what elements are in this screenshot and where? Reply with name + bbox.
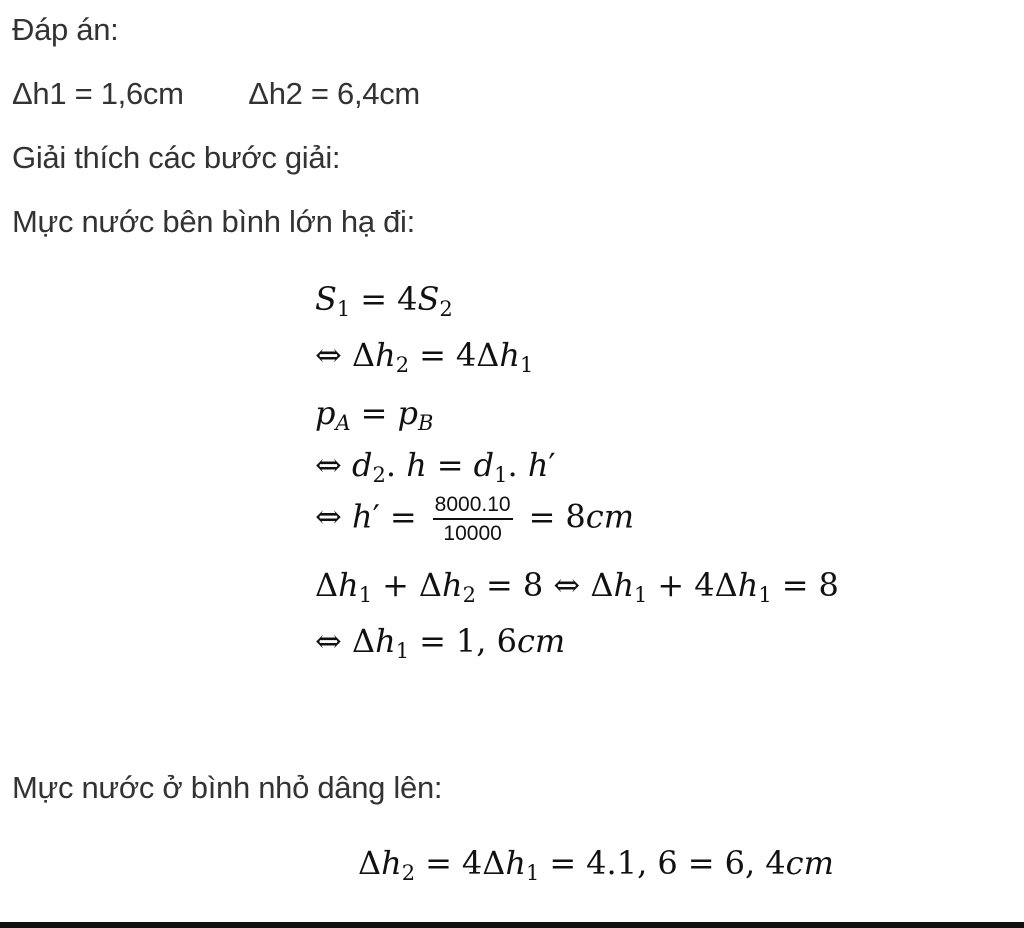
equation-dh2-result: $\Delta h_2 = 4\Delta h_1 = 4.1$, 6 = 6, 4cm [358, 844, 834, 885]
equation-weight-height: ⇔ $d_2$. $h = d_1$. h′ [315, 446, 556, 487]
equation-pressure: $p_A = p_B$ [315, 394, 434, 435]
equation-dh1-result: ⇔ $\Delta h_1 = 1$, 6cm [315, 622, 566, 663]
equation-height-ratio: ⇔ $\Delta h_2 = 4\Delta h_1$ [315, 336, 534, 377]
equation-area-ratio: $S_1 = 4S_2$ [315, 280, 453, 321]
answer-dh2: Δh2 = 6,4cm [248, 76, 420, 111]
explanation-heading: Giải thích các bước giải: [12, 140, 341, 175]
fraction-denominator: 10000 [443, 522, 502, 545]
answer-values [12, 76, 420, 112]
big-vessel-text: Mực nước bên bình lớn hạ đi: [12, 204, 415, 239]
fraction-numerator: 8000.10 [433, 494, 513, 520]
answer-dh1: Δh1 = 1,6cm [12, 76, 184, 111]
answer-heading: Đáp án: [12, 12, 119, 47]
equation-sum: $\Delta h_1 + \Delta h_2 = 8$ ⇔ $\Delta h_1 + 4\Delta h_1 = 8$ [315, 566, 839, 607]
equation-h-prime: ⇔ h′ = $\frac{8000.10}{10000}$ = 8cm [315, 493, 635, 545]
fraction [433, 494, 513, 544]
small-vessel-text: Mực nước ở bình nhỏ dâng lên: [12, 770, 443, 805]
bottom-border [0, 922, 1024, 928]
